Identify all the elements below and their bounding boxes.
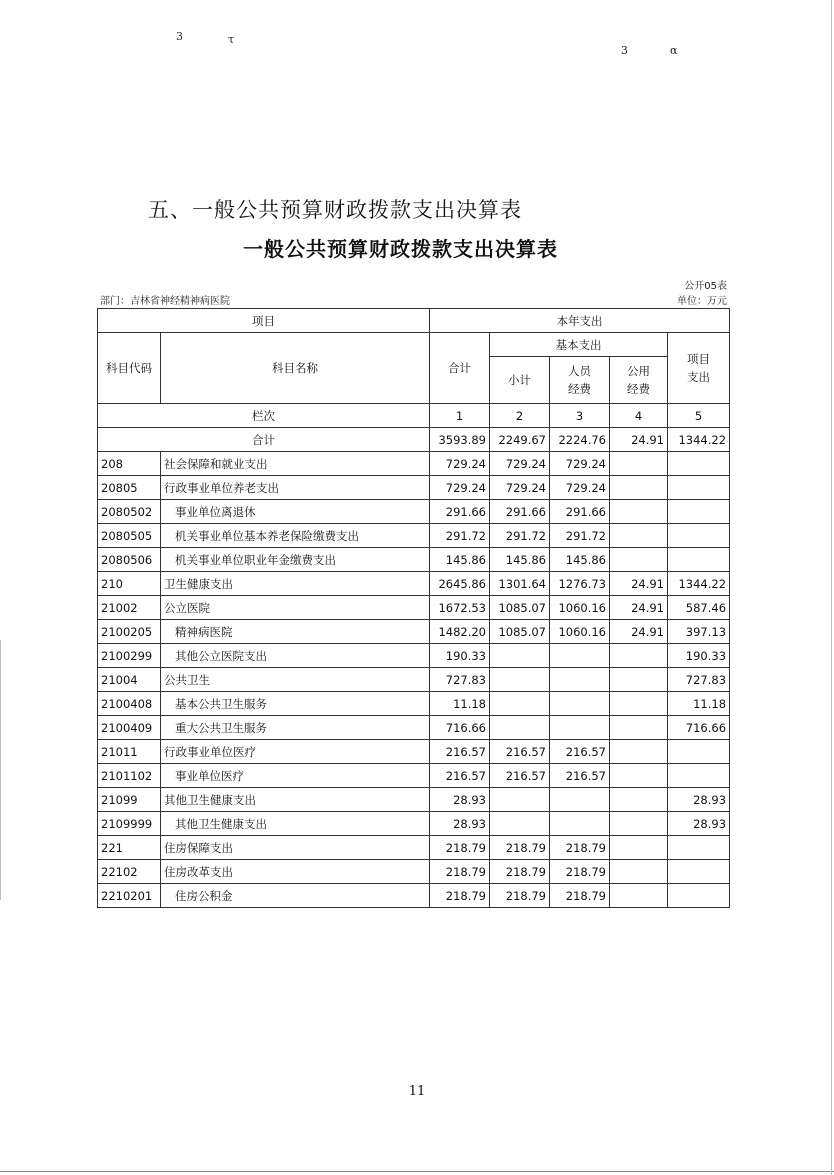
total-cell: 2645.86 <box>430 572 490 596</box>
table-row <box>98 740 730 764</box>
code-cell: 2080505 <box>98 524 161 548</box>
table-row <box>98 836 730 860</box>
total-cell: 218.79 <box>430 860 490 884</box>
col-number: 5 <box>668 404 730 428</box>
project-cell: 716.66 <box>668 716 730 740</box>
public-cell <box>610 716 668 740</box>
subtotal-cell: 218.79 <box>490 860 550 884</box>
public-cell <box>610 740 668 764</box>
header-public: 公用经费 <box>610 357 668 404</box>
project-cell: 11.18 <box>668 692 730 716</box>
subtotal-cell: 1085.07 <box>490 620 550 644</box>
code-cell: 2080502 <box>98 500 161 524</box>
scan-edge <box>831 0 832 1175</box>
table-row <box>98 500 730 524</box>
table-row <box>98 452 730 476</box>
subtotal-cell: 291.66 <box>490 500 550 524</box>
personnel-cell: 291.72 <box>550 524 610 548</box>
table-row <box>98 548 730 572</box>
total-cell: 291.72 <box>430 524 490 548</box>
header-row <box>98 309 730 333</box>
personnel-cell: 218.79 <box>550 884 610 908</box>
col-number: 3 <box>550 404 610 428</box>
subtotal-cell <box>490 692 550 716</box>
public-cell <box>610 452 668 476</box>
scan-mark: 3 <box>176 30 183 43</box>
department-label: 部门：吉林省神经精神病医院 <box>100 296 230 307</box>
public-cell <box>610 500 668 524</box>
personnel-cell: 1276.73 <box>550 572 610 596</box>
header-basic: 基本支出 <box>490 333 668 357</box>
project-cell <box>668 452 730 476</box>
public-cell <box>610 884 668 908</box>
code-cell: 2100205 <box>98 620 161 644</box>
personnel-cell: 216.57 <box>550 740 610 764</box>
public-cell <box>610 548 668 572</box>
personnel-cell <box>550 692 610 716</box>
unit-label: 单位：万元 <box>677 296 727 307</box>
personnel-cell: 218.79 <box>550 836 610 860</box>
header-total: 合计 <box>430 333 490 404</box>
code-cell: 21004 <box>98 668 161 692</box>
project-cell <box>668 764 730 788</box>
header-code: 科目代码 <box>98 333 161 404</box>
scan-edge <box>0 640 1 900</box>
personnel-cell: 145.86 <box>550 548 610 572</box>
project-cell: 1344.22 <box>668 572 730 596</box>
table-row <box>98 596 730 620</box>
name-cell: 机关事业单位基本养老保险缴费支出 <box>161 524 430 548</box>
total-row <box>98 428 730 452</box>
name-cell: 行政事业单位医疗 <box>161 740 430 764</box>
scan-edge <box>0 1171 834 1172</box>
personnel-cell: 729.24 <box>550 452 610 476</box>
scan-mark: 3 <box>621 44 628 57</box>
header-name: 科目名称 <box>161 333 430 404</box>
public-cell <box>610 668 668 692</box>
subtotal-cell <box>490 644 550 668</box>
table-row <box>98 668 730 692</box>
code-cell: 2100409 <box>98 716 161 740</box>
public-cell <box>610 788 668 812</box>
col-number: 2 <box>490 404 550 428</box>
name-cell: 其他卫生健康支出 <box>161 812 430 836</box>
section-title: 五、一般公共预算财政拨款支出决算表 <box>148 198 522 222</box>
total-cell: 3593.89 <box>430 428 490 452</box>
name-cell: 住房公积金 <box>161 884 430 908</box>
personnel-cell: 291.66 <box>550 500 610 524</box>
name-cell: 住房保障支出 <box>161 836 430 860</box>
public-cell <box>610 524 668 548</box>
code-cell: 210 <box>98 572 161 596</box>
name-cell: 公立医院 <box>161 596 430 620</box>
subtotal-cell: 291.72 <box>490 524 550 548</box>
code-cell: 22102 <box>98 860 161 884</box>
total-label: 合计 <box>98 428 430 452</box>
table-row <box>98 884 730 908</box>
personnel-cell: 218.79 <box>550 860 610 884</box>
name-cell: 其他公立医院支出 <box>161 644 430 668</box>
project-cell <box>668 524 730 548</box>
subtotal-cell: 216.57 <box>490 740 550 764</box>
code-cell: 2101102 <box>98 764 161 788</box>
project-cell <box>668 476 730 500</box>
total-cell: 28.93 <box>430 788 490 812</box>
personnel-cell <box>550 788 610 812</box>
public-cell <box>610 476 668 500</box>
personnel-cell <box>550 644 610 668</box>
table-title: 一般公共预算财政拨款支出决算表 <box>243 237 558 261</box>
project-cell <box>668 500 730 524</box>
name-cell: 公共卫生 <box>161 668 430 692</box>
table-row <box>98 812 730 836</box>
subtotal-cell: 145.86 <box>490 548 550 572</box>
public-cell <box>610 644 668 668</box>
total-cell: 727.83 <box>430 668 490 692</box>
code-cell: 2109999 <box>98 812 161 836</box>
total-cell: 218.79 <box>430 884 490 908</box>
code-cell: 2080506 <box>98 548 161 572</box>
code-cell: 2100408 <box>98 692 161 716</box>
subtotal-cell <box>490 716 550 740</box>
personnel-cell <box>550 812 610 836</box>
personnel-cell: 1060.16 <box>550 596 610 620</box>
name-cell: 卫生健康支出 <box>161 572 430 596</box>
project-cell: 1344.22 <box>668 428 730 452</box>
subtotal-cell: 729.24 <box>490 476 550 500</box>
code-cell: 221 <box>98 836 161 860</box>
public-cell: 24.91 <box>610 620 668 644</box>
personnel-cell: 729.24 <box>550 476 610 500</box>
row-number-row <box>98 404 730 428</box>
name-cell: 机关事业单位职业年金缴费支出 <box>161 548 430 572</box>
personnel-cell: 2224.76 <box>550 428 610 452</box>
total-cell: 716.66 <box>430 716 490 740</box>
name-cell: 住房改革支出 <box>161 860 430 884</box>
name-cell: 重大公共卫生服务 <box>161 716 430 740</box>
public-cell <box>610 764 668 788</box>
subtotal-cell: 218.79 <box>490 836 550 860</box>
table-row <box>98 620 730 644</box>
code-cell: 21002 <box>98 596 161 620</box>
table-row <box>98 476 730 500</box>
project-cell: 28.93 <box>668 812 730 836</box>
total-cell: 216.57 <box>430 764 490 788</box>
subtotal-cell <box>490 812 550 836</box>
code-cell: 21099 <box>98 788 161 812</box>
name-cell: 其他卫生健康支出 <box>161 788 430 812</box>
table-row <box>98 572 730 596</box>
header-item: 项目 <box>98 309 430 333</box>
table-row <box>98 644 730 668</box>
public-cell: 24.91 <box>610 596 668 620</box>
form-code: 公开05表 <box>684 281 727 292</box>
project-cell: 190.33 <box>668 644 730 668</box>
total-cell: 11.18 <box>430 692 490 716</box>
table-row <box>98 524 730 548</box>
project-cell <box>668 548 730 572</box>
personnel-cell <box>550 716 610 740</box>
public-cell <box>610 812 668 836</box>
expenditure-table <box>97 308 730 908</box>
total-cell: 291.66 <box>430 500 490 524</box>
col-number: 4 <box>610 404 668 428</box>
subtotal-cell: 1301.64 <box>490 572 550 596</box>
page-number: 11 <box>408 1084 426 1099</box>
table-row <box>98 764 730 788</box>
subtotal-cell: 1085.07 <box>490 596 550 620</box>
header-subtotal: 小计 <box>490 357 550 404</box>
total-cell: 1482.20 <box>430 620 490 644</box>
subtotal-cell: 218.79 <box>490 884 550 908</box>
project-cell <box>668 740 730 764</box>
total-cell: 190.33 <box>430 644 490 668</box>
subtotal-cell: 2249.67 <box>490 428 550 452</box>
public-cell: 24.91 <box>610 428 668 452</box>
public-cell <box>610 836 668 860</box>
project-cell: 587.46 <box>668 596 730 620</box>
public-cell <box>610 692 668 716</box>
col-number: 1 <box>430 404 490 428</box>
subtotal-cell <box>490 668 550 692</box>
name-cell: 社会保障和就业支出 <box>161 452 430 476</box>
total-cell: 28.93 <box>430 812 490 836</box>
header-current-year: 本年支出 <box>430 309 730 333</box>
personnel-cell: 216.57 <box>550 764 610 788</box>
header-row <box>98 333 730 357</box>
project-cell <box>668 884 730 908</box>
code-cell: 2100299 <box>98 644 161 668</box>
header-project: 项目支出 <box>668 333 730 404</box>
table-row <box>98 716 730 740</box>
table-row <box>98 860 730 884</box>
personnel-cell: 1060.16 <box>550 620 610 644</box>
name-cell: 事业单位离退休 <box>161 500 430 524</box>
table-row <box>98 788 730 812</box>
scan-mark: α <box>670 44 678 57</box>
name-cell: 精神病医院 <box>161 620 430 644</box>
project-cell: 727.83 <box>668 668 730 692</box>
project-cell <box>668 860 730 884</box>
public-cell <box>610 860 668 884</box>
subtotal-cell: 729.24 <box>490 452 550 476</box>
name-cell: 事业单位医疗 <box>161 764 430 788</box>
header-personnel: 人员经费 <box>550 357 610 404</box>
total-cell: 218.79 <box>430 836 490 860</box>
name-cell: 行政事业单位养老支出 <box>161 476 430 500</box>
total-cell: 216.57 <box>430 740 490 764</box>
subtotal-cell: 216.57 <box>490 764 550 788</box>
project-cell: 28.93 <box>668 788 730 812</box>
scan-mark: τ <box>228 33 235 46</box>
name-cell: 基本公共卫生服务 <box>161 692 430 716</box>
public-cell: 24.91 <box>610 572 668 596</box>
code-cell: 208 <box>98 452 161 476</box>
subtotal-cell <box>490 788 550 812</box>
code-cell: 2210201 <box>98 884 161 908</box>
total-cell: 729.24 <box>430 476 490 500</box>
table-row <box>98 692 730 716</box>
project-cell <box>668 836 730 860</box>
code-cell: 21011 <box>98 740 161 764</box>
total-cell: 1672.53 <box>430 596 490 620</box>
project-cell: 397.13 <box>668 620 730 644</box>
personnel-cell <box>550 668 610 692</box>
header-row-no: 栏次 <box>98 404 430 428</box>
code-cell: 20805 <box>98 476 161 500</box>
total-cell: 145.86 <box>430 548 490 572</box>
total-cell: 729.24 <box>430 452 490 476</box>
